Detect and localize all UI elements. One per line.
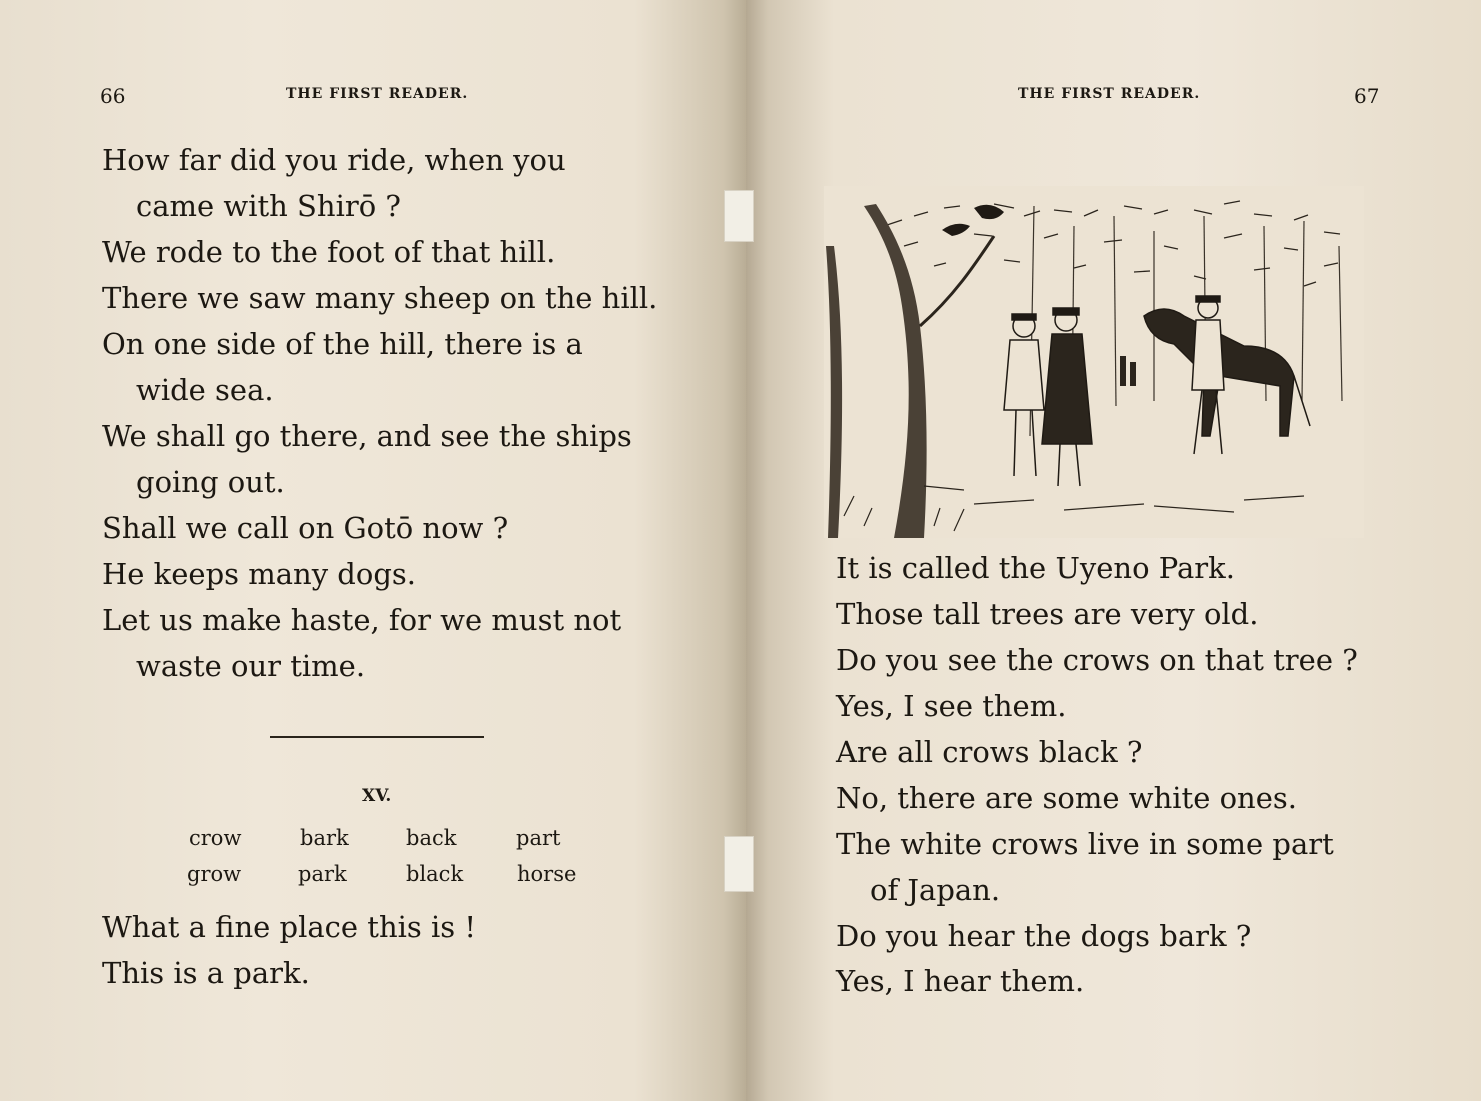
- text-line: waste our time.: [136, 649, 366, 683]
- text-line: On one side of the hill, there is a: [102, 327, 583, 361]
- vocab-word: horse: [517, 862, 577, 886]
- text-line: of Japan.: [870, 873, 1001, 907]
- vocab-word: back: [406, 826, 457, 850]
- lesson-number: XV.: [362, 786, 392, 806]
- vocab-word: part: [516, 826, 561, 850]
- text-line: We shall go there, and see the ships: [102, 419, 632, 453]
- binding-tab: [724, 190, 754, 242]
- text-line: There we saw many sheep on the hill.: [102, 281, 658, 315]
- text-line: Are all crows black ?: [836, 735, 1143, 769]
- page-number-left: 66: [100, 84, 126, 108]
- text-line: The white crows live in some part: [836, 827, 1334, 861]
- page-number-right: 67: [1354, 84, 1380, 108]
- text-line: Do you hear the dogs bark ?: [836, 919, 1252, 953]
- text-line: Those tall trees are very old.: [836, 597, 1259, 631]
- text-line: Let us make haste, for we must not: [102, 603, 622, 637]
- text-line: Shall we call on Gotō now ?: [102, 511, 509, 545]
- text-line: How far did you ride, when you: [102, 143, 566, 177]
- text-line: It is called the Uyeno Park.: [836, 551, 1235, 585]
- text-line: This is a park.: [102, 956, 310, 990]
- text-line: We rode to the foot of that hill.: [102, 235, 556, 269]
- vocab-word: grow: [187, 862, 242, 886]
- vocab-word: crow: [189, 826, 242, 850]
- text-line: What a fine place this is !: [102, 910, 477, 944]
- vocab-word: park: [298, 862, 347, 886]
- vocab-word: black: [406, 862, 464, 886]
- text-line: Yes, I hear them.: [836, 964, 1085, 998]
- text-line: Do you see the crows on that tree ?: [836, 643, 1358, 677]
- text-line: He keeps many dogs.: [102, 557, 416, 591]
- park-illustration: [824, 186, 1364, 538]
- section-divider: [270, 736, 484, 738]
- running-head-left: THE FIRST READER.: [286, 86, 469, 102]
- running-head-right: THE FIRST READER.: [1018, 86, 1201, 102]
- text-line: No, there are some white ones.: [836, 781, 1297, 815]
- text-line: Yes, I see them.: [836, 689, 1067, 723]
- vocab-word: bark: [300, 826, 349, 850]
- binding-tab: [724, 836, 754, 892]
- text-line: going out.: [136, 465, 285, 499]
- text-line: wide sea.: [136, 373, 274, 407]
- text-line: came with Shirō ?: [136, 189, 401, 223]
